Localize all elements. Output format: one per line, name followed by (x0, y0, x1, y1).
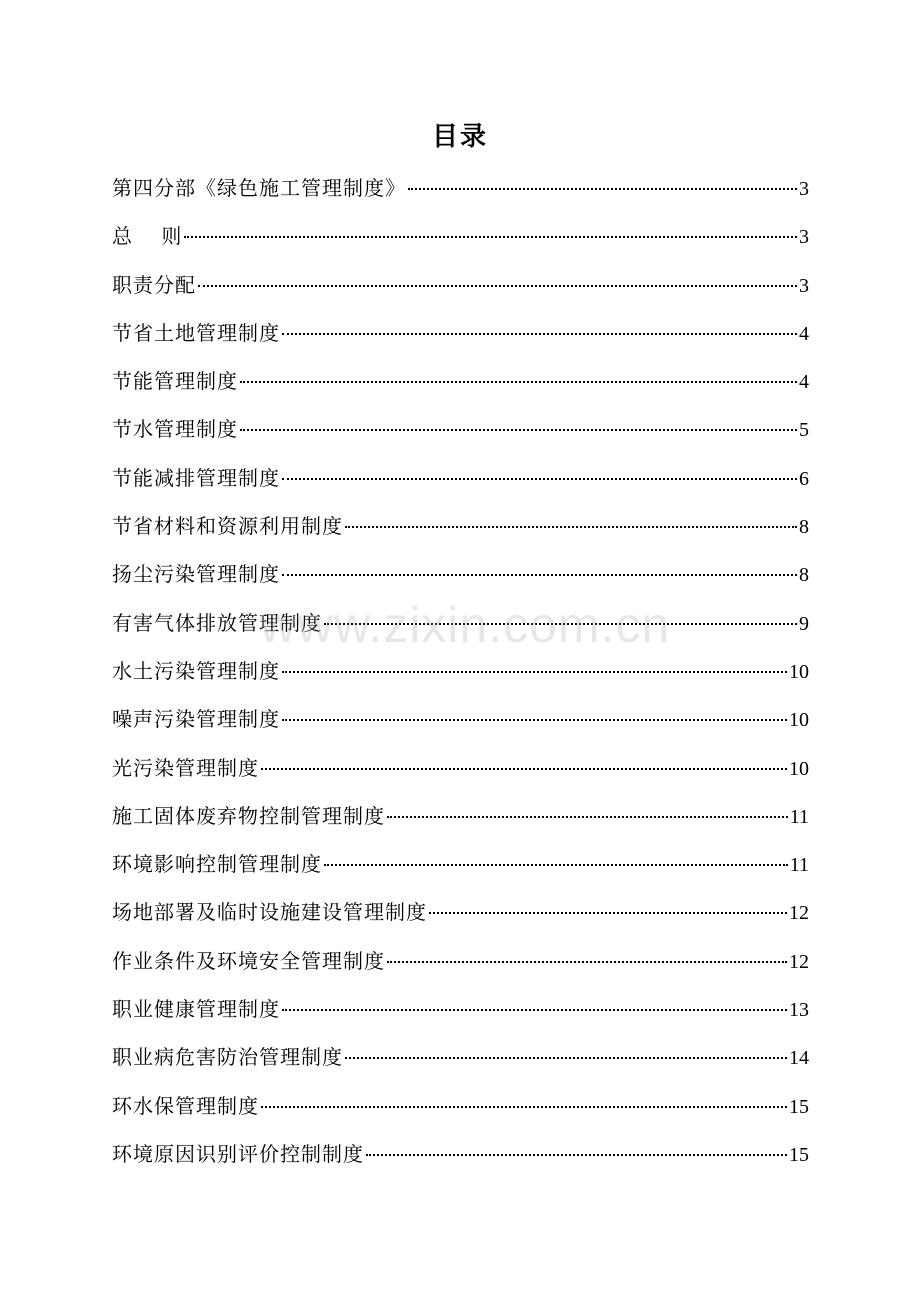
toc-entry[interactable] (112, 265, 809, 313)
toc-entry-title: 环水保管理制度 (112, 1093, 259, 1118)
toc-entry-title: 节省土地管理制度 (112, 320, 280, 345)
toc-page-number: 3 (799, 226, 809, 249)
toc-entry-title: 水土污染管理制度 (112, 658, 280, 683)
toc-entry-title: 职业病危害防治管理制度 (112, 1045, 343, 1070)
toc-entry[interactable] (112, 1086, 809, 1134)
leader-dots (408, 188, 797, 190)
toc-entry-title: 施工固体废弃物控制管理制度 (112, 803, 385, 828)
leader-dots (198, 285, 797, 287)
toc-page-number: 11 (789, 805, 809, 828)
toc-page-number: 10 (789, 660, 809, 683)
toc-entry-title: 职责分配 (112, 272, 196, 297)
toc-entry-title: 节能减排管理制度 (112, 465, 280, 490)
toc-entry-title: 总 则 (112, 224, 183, 249)
leader-dots (282, 719, 787, 721)
toc-entry[interactable] (112, 168, 809, 216)
toc-entry-title: 噪声污染管理制度 (112, 707, 280, 732)
toc-entry-title: 作业条件及环境安全管理制度 (112, 948, 385, 973)
toc-entry-title: 光污染管理制度 (112, 755, 259, 780)
toc-page-number: 10 (789, 757, 809, 780)
toc-entry[interactable] (112, 458, 809, 506)
toc-page-number: 4 (799, 322, 809, 345)
toc-entry-title: 环境原因识别评价控制制度 (112, 1141, 364, 1166)
toc-page-number: 10 (789, 709, 809, 732)
leader-dots (429, 912, 787, 914)
page-title: 目录 (431, 122, 488, 152)
leader-dots (387, 961, 787, 963)
toc-entry[interactable] (112, 796, 809, 844)
toc-page-number: 12 (789, 950, 809, 973)
leader-dots (324, 623, 797, 625)
toc-entry[interactable] (112, 941, 809, 989)
toc-entry-title: 节能管理制度 (112, 369, 238, 394)
toc-entry[interactable] (112, 1134, 809, 1182)
leader-dots (282, 1009, 787, 1011)
toc-page-number: 3 (799, 274, 809, 297)
watermark: www.zixin.com.cn (259, 597, 671, 653)
leader-dots (261, 1106, 787, 1108)
leader-dots (240, 381, 797, 383)
toc-entry[interactable] (112, 1037, 809, 1085)
toc-entry-title: 节省材料和资源利用制度 (112, 514, 343, 539)
toc-page-number: 15 (789, 1143, 809, 1166)
leader-dots (261, 768, 787, 770)
toc-entry-title: 第四分部《绿色施工管理制度》 (112, 176, 406, 200)
toc-entry-title: 有害气体排放管理制度 (112, 610, 322, 635)
toc-page-number: 12 (789, 902, 809, 925)
toc-entry[interactable] (112, 748, 809, 796)
leader-dots (184, 236, 797, 238)
leader-dots (240, 429, 797, 431)
leader-dots (324, 864, 788, 866)
toc-page-number: 6 (799, 467, 809, 490)
toc-entry[interactable] (112, 651, 809, 699)
toc-entry-title: 扬尘污染管理制度 (112, 562, 280, 587)
toc-entry[interactable] (112, 409, 809, 457)
table-of-contents (112, 168, 809, 1182)
toc-page-number: 3 (799, 178, 809, 200)
toc-page-number: 14 (789, 1047, 809, 1070)
leader-dots (282, 574, 797, 576)
toc-page-number: 4 (799, 371, 809, 394)
toc-page-number: 8 (799, 564, 809, 587)
leader-dots (282, 478, 797, 480)
toc-entry-title: 场地部署及临时设施建设管理制度 (112, 900, 427, 925)
leader-dots (345, 1057, 787, 1059)
toc-page-number: 11 (789, 854, 809, 877)
leader-dots (282, 671, 787, 673)
leader-dots (366, 1154, 787, 1156)
toc-entry-title: 职业健康管理制度 (112, 997, 280, 1022)
toc-entry[interactable] (112, 603, 809, 651)
toc-page-number: 13 (789, 999, 809, 1022)
toc-page-number: 15 (789, 1095, 809, 1118)
toc-entry[interactable] (112, 313, 809, 361)
toc-page-number: 5 (799, 419, 809, 442)
toc-entry[interactable] (112, 361, 809, 409)
toc-page-number: 8 (799, 516, 809, 539)
toc-entry[interactable] (112, 699, 809, 747)
toc-page-number: 9 (799, 612, 809, 635)
toc-entry[interactable] (112, 506, 809, 554)
leader-dots (345, 526, 797, 528)
leader-dots (282, 333, 797, 335)
toc-entry[interactable] (112, 892, 809, 940)
leader-dots (387, 816, 788, 818)
toc-entry[interactable] (112, 554, 809, 602)
toc-entry-title: 节水管理制度 (112, 417, 238, 442)
toc-entry-title: 环境影响控制管理制度 (112, 852, 322, 877)
toc-entry[interactable] (112, 216, 809, 264)
toc-entry[interactable] (112, 989, 809, 1037)
toc-entry[interactable] (112, 844, 809, 892)
